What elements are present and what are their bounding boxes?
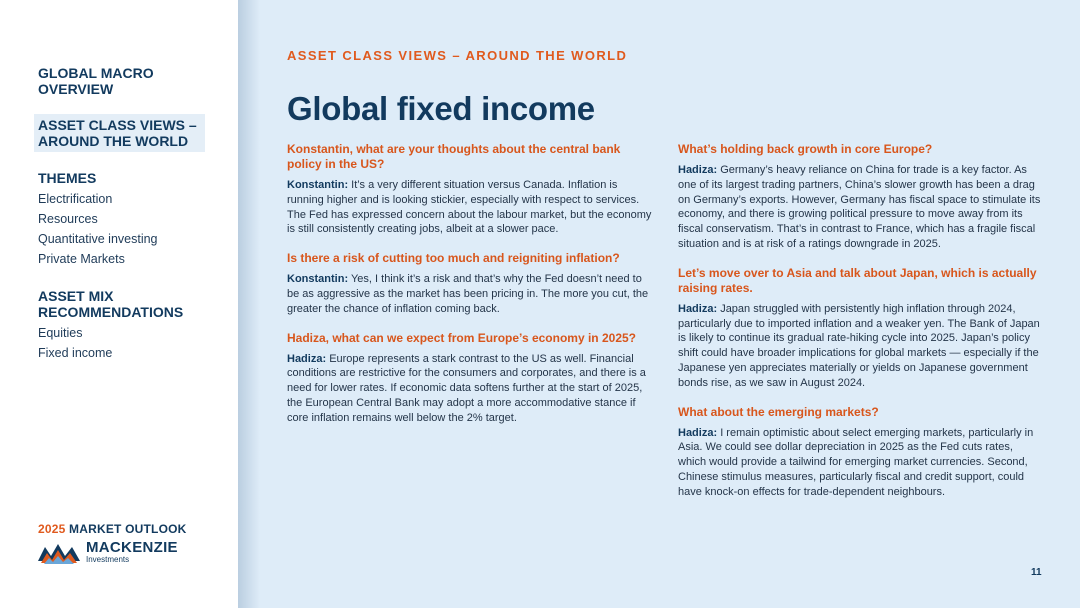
qa-block <box>287 331 652 426</box>
question: Let’s move over to Asia and talk about Japan, which is actually raising rates. <box>678 265 1037 295</box>
nav-item-private-markets[interactable]: Private Markets <box>38 252 125 266</box>
nav-item-quantitative-investing[interactable]: Quantitative investing <box>38 232 158 246</box>
question: Konstantin, what are your thoughts about the central bank policy in the US? <box>287 142 621 171</box>
page-title: Global fixed income <box>287 90 595 127</box>
sidebar <box>0 0 238 608</box>
answer <box>287 178 652 237</box>
answer <box>678 426 1044 500</box>
nav-heading-themes[interactable]: THEMES <box>38 170 97 186</box>
answer <box>287 352 652 426</box>
speaker: Hadiza: <box>678 164 718 176</box>
nav-heading-global-macro[interactable]: GLOBAL MACRO OVERVIEW <box>38 65 154 97</box>
nav-item-equities[interactable]: Equities <box>38 326 83 340</box>
question: Is there a risk of cutting too much and reigniting inflation? <box>287 251 620 266</box>
answer-text: Germany’s heavy reliance on China for trade is a key factor. As one of its largest trading partners, China’s slower growth has been a drag on Germany’s exports. However, Germany has fiscal space to stimulate its economy, and there is growing political pressure to move away from its fiscal conservatism. That’s in contrast to France, which has a fragile fiscal situation and is at risk of a ratings downgrade in 2025. <box>678 164 1041 250</box>
nav-heading-asset-mix[interactable]: ASSET MIX RECOMMENDATIONS <box>38 288 184 320</box>
logo-sub: Investments <box>86 555 130 564</box>
section-kicker: ASSET CLASS VIEWS – AROUND THE WORLD <box>287 48 628 63</box>
nav-global-macro[interactable] <box>38 65 154 97</box>
question: What’s holding back growth in core Europe? <box>678 142 933 156</box>
question: What about the emerging markets? <box>678 404 879 419</box>
brand-outlook <box>38 522 187 536</box>
qa-block <box>287 251 652 316</box>
answer-text: Europe represents a stark contrast to the US as well. Financial conditions are restrictive for the consumers and corporates, and there is a need for lower rates. If economic data softens further at the start of 2025, the European Central Bank may adopt a more accommodative stance if core inflation remains well below the 2% target. <box>287 352 646 424</box>
logo-text <box>86 540 178 565</box>
nav-themes[interactable] <box>38 170 158 269</box>
left-column <box>287 142 652 440</box>
question: Hadiza, what can we expect from Europe’s economy in 2025? <box>287 330 636 345</box>
answer-text: I remain optimistic about select emerging markets, particularly in Asia. We could see dollar depreciation in 2025 as the Fed cuts rates, which would provide a tailwind for emerging market currencies. Second, Chinese stimulus measures, particularly fiscal and credit support, could have knock-on effects for trade-dependent neighbours. <box>678 426 1034 498</box>
right-column <box>678 142 1044 514</box>
nav-asset-mix[interactable] <box>38 288 183 363</box>
brand-year: 2025 <box>38 522 66 536</box>
qa-block <box>678 142 1044 252</box>
nav-heading-asset-class-views[interactable]: ASSET CLASS VIEWS – AROUND THE WORLD <box>34 114 205 152</box>
page-fold-shadow <box>238 0 260 608</box>
speaker: Hadiza: <box>287 352 327 365</box>
nav-item-fixed-income[interactable]: Fixed income <box>38 346 113 360</box>
nav-item-electrification[interactable]: Electrification <box>38 192 113 206</box>
speaker: Hadiza: <box>678 302 718 315</box>
mackenzie-logo-icon <box>38 541 80 565</box>
page-number: 11 <box>1031 567 1042 578</box>
mackenzie-logo <box>38 540 178 565</box>
nav-asset-class-views[interactable] <box>38 114 205 152</box>
speaker: Konstantin: <box>287 273 349 286</box>
qa-block <box>678 405 1044 500</box>
qa-block <box>678 266 1044 391</box>
answer <box>678 302 1044 391</box>
speaker: Konstantin: <box>287 179 349 191</box>
answer <box>287 272 652 316</box>
logo-name: MACKENZIE <box>86 539 178 556</box>
answer-text: Japan struggled with persistently high inflation through 2024, particularly due to imported inflation and a weaker yen. The Bank of Japan is likely to continue its gradual rate-hiking cycle into 2025. Japan’s policy shift could have broader implications for global markets — especially if the Japanese yen appreciates materially or yields on Japanese government bonds rise, as we saw in August 2024. <box>678 302 1040 389</box>
qa-block <box>287 142 652 237</box>
nav-item-resources[interactable]: Resources <box>38 212 98 226</box>
answer-text: Yes, I think it’s a risk and that’s why the Fed doesn’t need to be as aggressive as the market has been pricing in. The more you cut, the greater the chance of inflation coming back. <box>287 273 649 315</box>
answer <box>678 163 1044 252</box>
brand-outlook-label: MARKET OUTLOOK <box>69 522 187 536</box>
speaker: Hadiza: <box>678 426 718 439</box>
answer-text: It’s a very different situation versus Canada. Inflation is running higher and is looking stickier, especially with respect to services. The Fed has expressed concern about the labour market, but the economy is still consistently creating jobs, albeit at a slower pace. <box>287 179 652 236</box>
